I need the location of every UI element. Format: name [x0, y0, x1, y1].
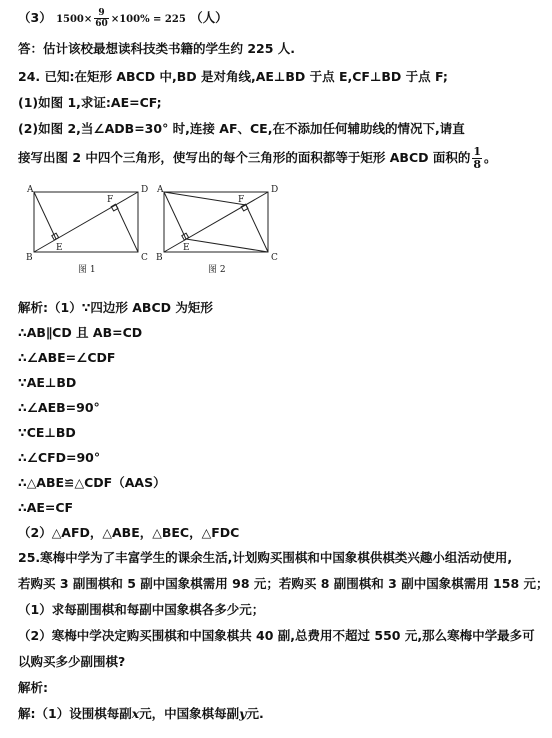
q23-part3-line: [18, 8, 228, 29]
proof-step-7: ∴△ABE≌△CDF（AAS）: [18, 475, 166, 490]
q25-stem-cont: 若购买 3 副围棋和 5 副中国象棋需用 98 元；若购买 8 副围棋和 3 副中国象棋需用 158 元；: [18, 576, 549, 591]
q25-part1: （1）求每副围棋和每副中国象棋各多少元；: [18, 602, 265, 617]
q25-part2-cont: 以购买多少副围棋?: [18, 654, 126, 669]
fig2-segment-cf: [246, 205, 268, 252]
q25-stem: 25.寒梅中学为了丰富学生的课余生活,计划购买围棋和中国象棋供棋类兴趣小组活动使用,: [18, 550, 513, 565]
figure-2: [164, 192, 268, 252]
fig1-label-c: C: [141, 253, 148, 263]
part2-answer: （2）△AFD，△ABE，△BEC，△FDC: [18, 525, 240, 540]
fig2-label-a: A: [157, 185, 164, 195]
q25-part2: （2）寒梅中学决定购买围棋和中国象棋共 40 副,总费用不超过 550 元,那么寒梅中学最多可: [18, 628, 535, 643]
q23-part3-label: （3）: [18, 10, 52, 25]
q24-part2-cont: 接写出图 2 中四个三角形，使写出的每个三角形的面积都等于矩形 ABCD 面积的 $\frac{1}{8}$ 。: [18, 145, 497, 171]
var-x: x: [131, 706, 140, 721]
fig2-segment-af: [164, 192, 246, 205]
q25-solution-heading: 解析:: [18, 680, 48, 695]
fig2-label-c: C: [271, 253, 278, 263]
fig1-diagonal-bd: [34, 192, 138, 252]
proof-step-8: ∴AE=CF: [18, 500, 74, 515]
fig2-caption: 图 2: [208, 265, 226, 275]
fig2-label-e: E: [183, 243, 190, 253]
fig1-label-f: F: [107, 195, 114, 205]
fig1-label-e: E: [56, 243, 63, 253]
fig1-right-angle-f: [111, 204, 118, 211]
fraction-9-60: $\frac{9}{60}$: [95, 8, 108, 29]
fig1-label-b: B: [26, 253, 33, 263]
calc-right: ×100% = 225: [110, 14, 186, 25]
fig1-segment-cf: [116, 205, 138, 252]
solution-heading: 解析:（1）∵四边形 ABCD 为矩形: [18, 300, 213, 315]
fig2-label-b: B: [156, 253, 163, 263]
fig1-label-a: A: [27, 185, 34, 195]
fraction-1-8: $\frac{1}{8}$: [473, 145, 482, 171]
fig2-right-angle-f: [241, 204, 248, 211]
q24-part1: (1)如图 1,求证:AE=CF;: [18, 95, 162, 110]
answer-line: 答：估计该校最想读科技类书籍的学生约 225 人.: [18, 41, 296, 56]
fig1-segment-ae: [34, 192, 56, 239]
fig2-segment-ae: [164, 192, 186, 239]
calc-left: 1500×: [56, 14, 93, 25]
var-y: y: [239, 706, 247, 721]
proof-step-1: ∴AB∥CD 且 AB=CD: [18, 325, 143, 340]
fig2-label-f: F: [238, 195, 245, 205]
geometry-figures: [0, 180, 552, 300]
proof-step-3: ∵AE⊥BD: [18, 375, 77, 390]
fig2-label-d: D: [271, 185, 279, 195]
fig2-segment-ce: [186, 239, 268, 252]
fig1-label-d: D: [141, 185, 149, 195]
calc-unit: （人）: [190, 10, 228, 25]
fig2-diagonal-bd: [164, 192, 268, 252]
q24-part2: (2)如图 2,当∠ADB=30° 时,连接 AF、CE,在不添加任何辅助线的情况下,请直: [18, 121, 465, 136]
proof-step-2: ∴∠ABE=∠CDF: [18, 350, 116, 365]
figure-1: [34, 192, 138, 252]
proof-step-6: ∴∠CFD=90°: [18, 450, 101, 465]
q25-solution-line: 解:（1）设围棋每副x元，中国象棋每副y元.: [18, 706, 264, 721]
q24-stem: 24. 已知:在矩形 ABCD 中,BD 是对角线,AE⊥BD 于点 E,CF⊥BD 于点 F;: [18, 69, 448, 84]
proof-step-4: ∴∠AEB=90°: [18, 400, 100, 415]
fig1-caption: 图 1: [78, 265, 96, 275]
proof-step-5: ∵CE⊥BD: [18, 425, 76, 440]
